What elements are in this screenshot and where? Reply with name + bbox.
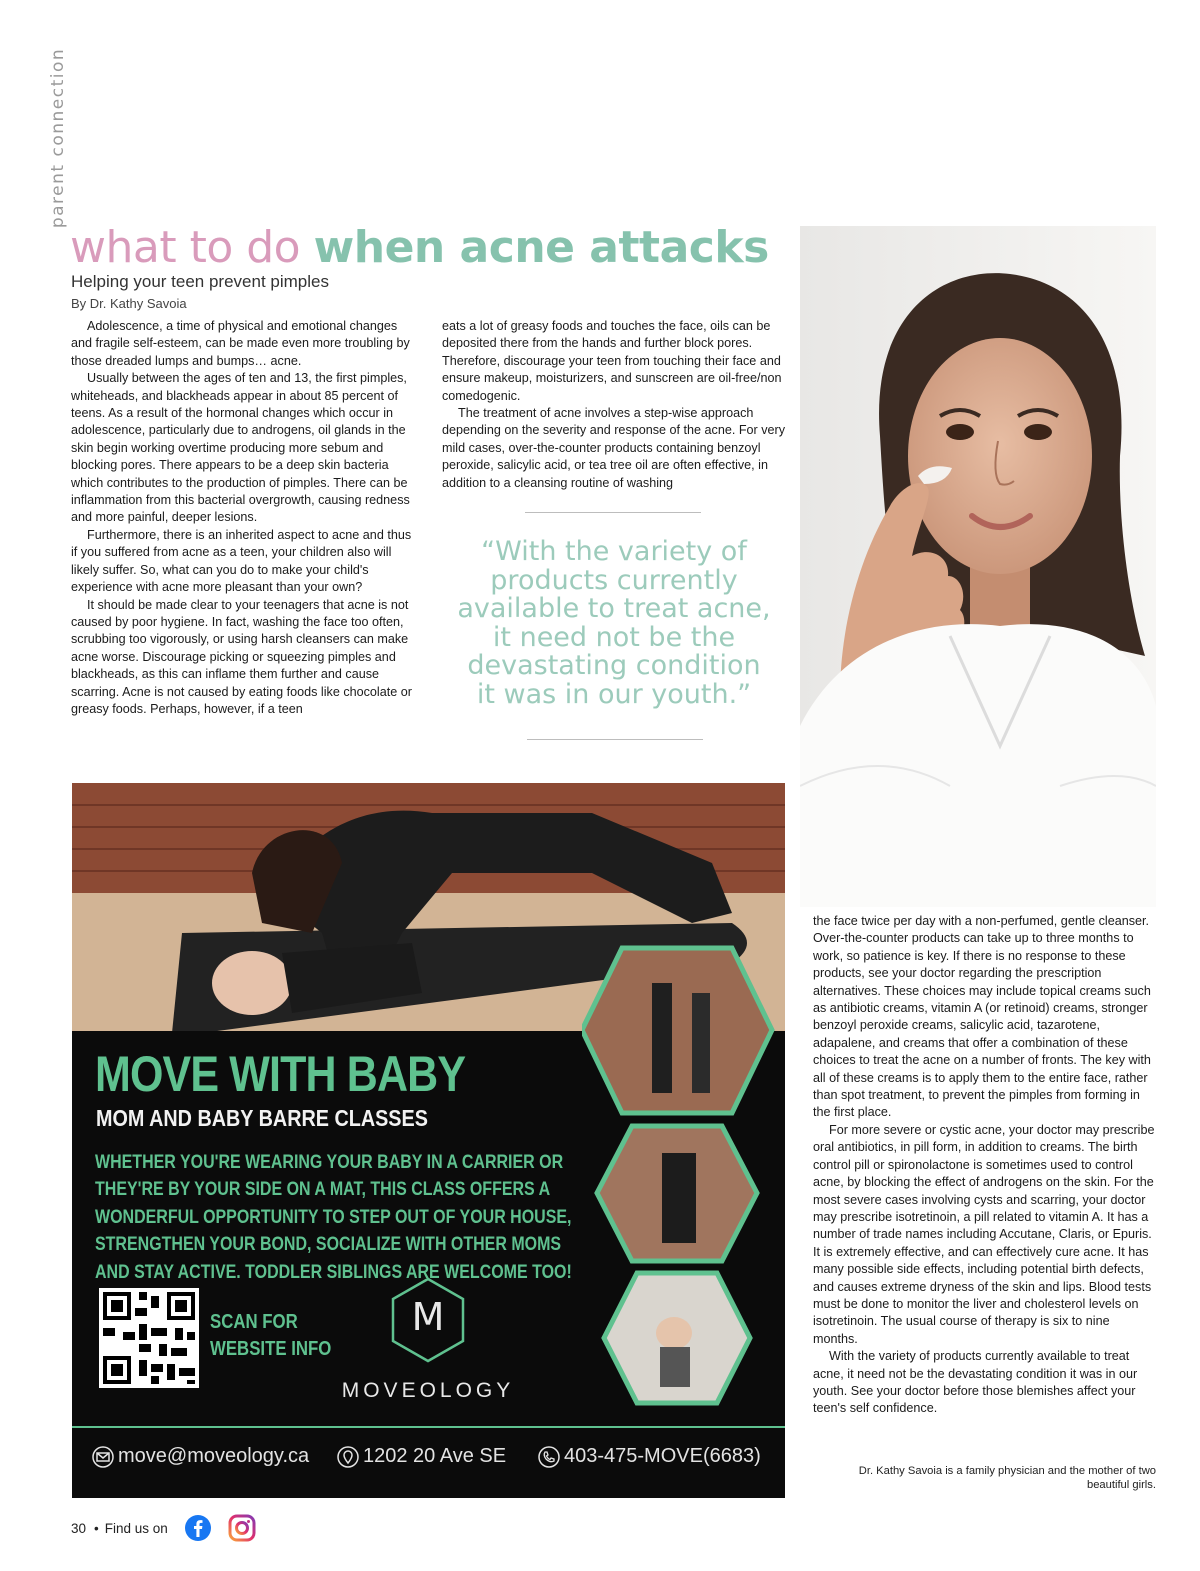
article-title (70, 222, 769, 273)
pull-quote-rule-top (525, 512, 701, 513)
paragraph: With the variety of products currently available to treat acne, it need not be the devastating condition it was in our youth. See your doctor before those blemishes affect your teen's self confidence. (813, 1349, 1138, 1416)
instagram-icon[interactable] (228, 1514, 256, 1542)
qr-code[interactable] (99, 1288, 199, 1388)
address-text: 1202 20 Ave SE (363, 1445, 507, 1467)
pull-quote-rule-bottom (527, 739, 703, 740)
ad-body-text: WHETHER YOU'RE WEARING YOUR BABY IN A CARRIER OR THEY'RE BY YOUR SIDE ON A MAT, THIS CLASS OFFERS A WONDERFUL OPPORTUNITY TO STEP OUT OF YOUR HOUSE, STRENGTHEN YOUR BOND, SOCIALIZE WITH OTHER MOMS AND STAY ACTIVE. TODDLER SIBLINGS ARE WELCOME TOO! (95, 1151, 572, 1283)
phone-text: 403-475-MOVE(6683) (564, 1445, 761, 1467)
email-icon (92, 1446, 114, 1468)
moveology-advertisement[interactable] (72, 783, 785, 1498)
paragraph: The treatment of acne involves a step-wise approach depending on the severity and response of the acne. For very mild cases, over-the-counter products containing benzoyl peroxide, salicylic acid, or tea tree oil are often effective, in addition to a cleansing routine of washing (442, 406, 786, 490)
paragraph: It should be made clear to your teenagers that acne is not caused by poor hygiene. In fact, washing the face too often, scrubbing too vigorously, or using harsh cleansers can make acne worse. Discourage picking or squeezing pimples and blackheads, as this can inflame them further and cause scarring. Acne is not caused by eating foods like chocolate or greasy foods. Perhaps, however, if a teen (71, 597, 412, 716)
article-column-1 (71, 318, 419, 718)
ad-divider (72, 1426, 785, 1428)
footer-bullet: • (94, 1520, 99, 1536)
title-bold: when acne attacks (313, 222, 769, 273)
location-pin-icon (337, 1446, 359, 1468)
paragraph: the face twice per day with a non-perfumed, gentle cleanser. Over-the-counter products can take up to three months to work, so patience is key. If there is no response to these products, see your doctor regarding the prescription alternatives. These choices may include topical creams such as antibiotic creams, vitamin A (or retinoid) creams, stronger benzoyl peroxide creams, salicylic acid, tazarotene, adapalene, and creams that offer a combination of these choices to treat the acne on a number of fronts. The key with all of these creams is to apply them to the entire face, rather than spot treatment, to prevent the pimples from forming in the first place. (813, 914, 1151, 1120)
ad-subheadline: MOM AND BABY BARRE CLASSES (96, 1105, 428, 1131)
paragraph: Adolescence, a time of physical and emotional changes and fragile self-esteem, can be made even more troubling by those dreaded lumps and bumps… acne. (71, 319, 410, 368)
paragraph: Furthermore, there is an inherited aspect to acne and thus if you suffered from acne as a teen, your children also will likely suffer. So, what can you do to make your child's experience with acne more pleasant than your own? (71, 527, 412, 595)
paragraph: For more severe or cystic acne, your doctor may prescribe oral antibiotics, in pill form, in addition to creams. The birth control pill or spironolactone is sometimes used to control acne, by blocking the effect of androgens on the skin. For the most severe cases involving cysts and scarring, your doctor may prescribe isotretinoin, a pill related to vitamin A. It has a number of trade names including Accutane, Claris, or Epuris. It is extremely effective, and can effectively cure acne. It has many possible side effects, including potential birth defects, and causes extreme dryness of the skin and lips. Blood tests must be done to monitor the liver and cholesterol levels on isotretinoin. The usual course of therapy is six to nine months. (813, 1122, 1155, 1346)
article-column-2 (442, 318, 790, 492)
section-label: parent connection (48, 47, 69, 229)
find-us-label: Find us on (104, 1520, 168, 1536)
author-bio: Dr. Kathy Savoia is a family physician and the mother of two beautiful girls. (858, 1465, 1156, 1491)
page-number: 30 (71, 1520, 87, 1536)
paragraph: Usually between the ages of ten and 13, the first pimples, whiteheads, and blackheads appear in about 85 percent of teens. As a result of the hormonal changes which occur in adolescence, particularly due to androgens, oil glands in the skin begin working overtime producing more sebum and blocking pores. There appears to be a deep skin bacteria which contributes to the production of pimples. There can be inflammation from this bacterial overgrowth, causing redness and more painful, deeper lesions. (71, 371, 410, 525)
ad-address (337, 1445, 506, 1468)
page-footer (71, 1514, 256, 1542)
moveology-logo (390, 1277, 466, 1363)
ad-email[interactable] (92, 1445, 309, 1468)
ad-scan-text (210, 1309, 331, 1363)
byline: By Dr. Kathy Savoia (71, 296, 187, 311)
title-light: what to do (70, 222, 301, 273)
ad-hexagon-photos (582, 943, 782, 1421)
article-column-3 (813, 913, 1157, 1418)
email-text: move@moveology.ca (118, 1445, 310, 1467)
logo-letter: M (411, 1295, 445, 1339)
pull-quote: “With the variety of products currently available to treat acne, it need not be the devastating condition it was in our youth.” (457, 536, 771, 710)
facebook-icon[interactable] (184, 1514, 212, 1542)
scan-line-2: WEBSITE INFO (210, 1338, 332, 1360)
paragraph: eats a lot of greasy foods and touches the face, oils can be deposited there from the hands and further block pores. Therefore, discourage your teen from touching their face and ensure makeup, moisturizers, and sunscreen are oil-free/non comedogenic. (442, 319, 782, 403)
article-subtitle: Helping your teen prevent pimples (71, 272, 329, 291)
ad-headline: MOVE WITH BABY (95, 1046, 466, 1102)
ad-phone[interactable] (538, 1445, 761, 1468)
ad-brand-name: MOVEOLOGY (341, 1379, 515, 1402)
phone-icon (538, 1446, 560, 1468)
scan-line-1: SCAN FOR (210, 1311, 298, 1333)
article-photo (800, 226, 1156, 907)
